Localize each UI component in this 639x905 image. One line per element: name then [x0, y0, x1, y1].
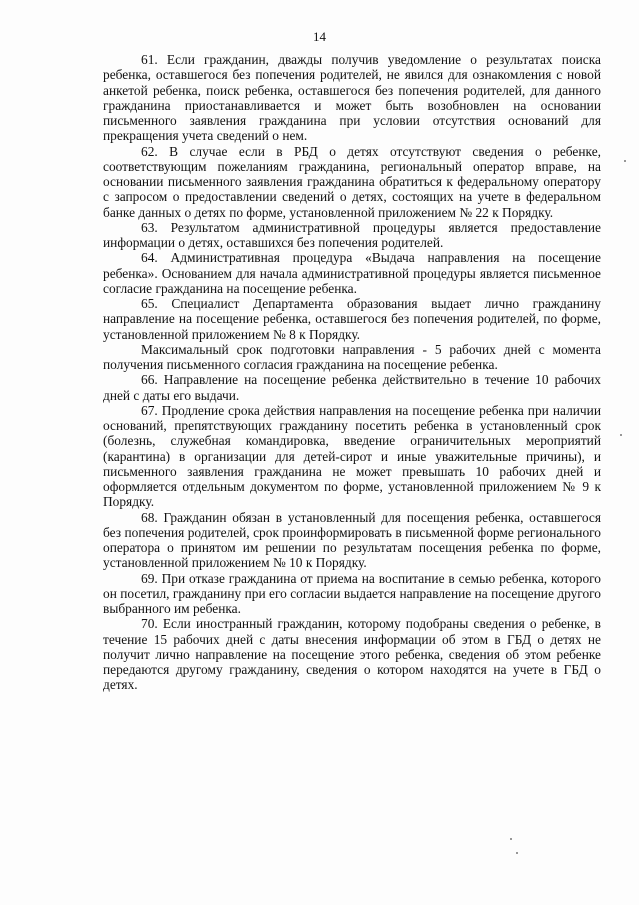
scan-speck [620, 434, 622, 436]
scan-speck [624, 160, 626, 162]
paragraph-62: 62. В случае если в РБД о детях отсутствуют сведения о ребенке, соответствующим пожеланиям гражданина, региональный оператор вправе, на основании письменного заявления гражданина обратиться к федеральному оператору с запросом о предоставлении сведений о детях, состоящих на учете в федеральном банке данных о детях по форме, установленной приложением № 22 к Порядку. [103, 143, 601, 220]
paragraph-68: 68. Гражданин обязан в установленный для посещения ребенка, оставшегося без попечения родителей, срок проинформировать в письменной форме регионального оператора о принятом им решении по результатам посещения ребенка по форме, установленной приложением № 10 к Порядку. [103, 509, 601, 571]
paragraph-65: 65. Специалист Департамента образования выдает лично гражданину направление на посещение ребенка, оставшегося без попечения родителей, по форме, установленной приложением № 8 к Порядку. [103, 296, 601, 342]
paragraph-63: 63. Результатом административной процедуры является предоставление информации о детях, оставшихся без попечения родителей. [103, 219, 601, 250]
paragraph-66: 66. Направление на посещение ребенка действительно в течение 10 рабочих дней с даты его выдачи. [103, 372, 601, 403]
paragraph-64: 64. Административная процедура «Выдача направления на посещение ребенка». Основанием для начала административной процедуры является письменное согласие гражданина на посещение ребенка. [103, 250, 601, 296]
scan-speck [516, 852, 518, 854]
paragraph-61: 61. Если гражданин, дважды получив уведомление о результатах поиска ребенка, оставшегося без попечения родителей, не явился для ознакомления с новой анкетой ребенка, поиск ребенка, оставшегося без попечения родителей, для данного гражданина приостанавливается и может быть возобновлен на основании письменного заявления гражданина при условии отсутствия оснований для прекращения учета сведений о нем. [103, 52, 601, 144]
paragraph-70: 70. Если иностранный гражданин, которому подобраны сведения о ребенке, в течение 15 рабочих дней с даты внесения информации об этом в ГБД о детях не получит лично направление на посещение этого ребенка, сведения об этом ребенке передаются другому гражданину, сведения о котором находятся на учете в ГБД о детях. [103, 616, 601, 693]
paragraph-65-deadline: Максимальный срок подготовки направления - 5 рабочих дней с момента получения письменного согласия гражданина на посещение ребенка. [103, 341, 601, 372]
page-number: 14 [313, 29, 326, 44]
scan-speck [510, 838, 512, 840]
document-body [103, 52, 601, 693]
paragraph-69: 69. При отказе гражданина от приема на воспитание в семью ребенка, которого он посетил, гражданину при его согласии выдается направление на посещение другого выбранного им ребенка. [103, 570, 601, 616]
paragraph-67: 67. Продление срока действия направления на посещение ребенка при наличии оснований, препятствующих гражданину посетить ребенка в установленный срок (болезнь, служебная командировка, введение ограничительных мероприятий (карантина) в организации для детей-сирот и иные уважительные причины), и письменного заявления гражданина не может превышать 10 рабочих дней и оформляется отдельным документом по форме, установленной приложением № 9 к Порядку. [103, 402, 601, 510]
